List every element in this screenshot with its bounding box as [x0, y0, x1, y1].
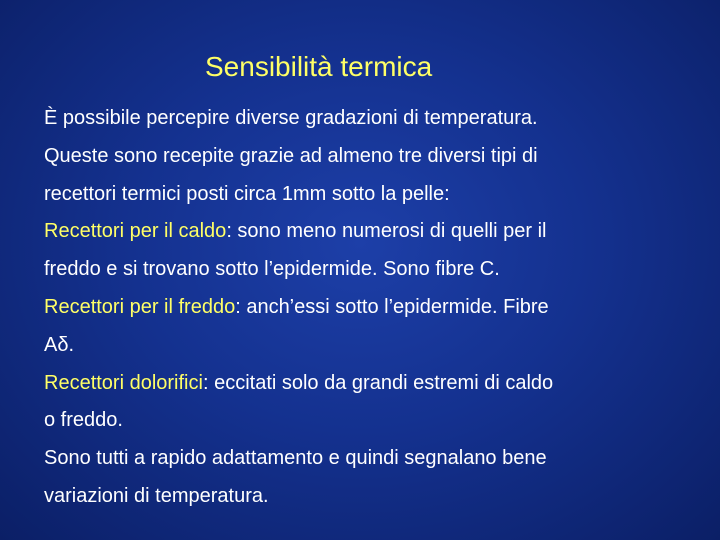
slide-body	[44, 100, 704, 516]
body-text: : eccitati solo da grandi estremi di caldo	[202, 371, 554, 394]
body-line	[44, 100, 704, 138]
body-text: Aδ.	[44, 333, 75, 356]
body-text: È possibile percepire diverse gradazioni di temperatura.	[44, 107, 538, 129]
body-line	[44, 440, 704, 478]
receptor-term-pain: Recettori dolorifici	[44, 371, 203, 394]
slide-title: Sensibilità termica	[205, 51, 433, 82]
receptor-term-cold: Recettori per il freddo	[44, 295, 236, 318]
body-text: Queste sono recepite grazie ad almeno tre diversi tipi di	[44, 144, 538, 167]
body-line	[44, 327, 704, 365]
body-text: : anch’essi sotto l’epidermide. Fibre	[235, 295, 549, 318]
body-line	[44, 289, 704, 327]
body-text: variazioni di temperatura.	[44, 484, 269, 507]
body-line	[44, 402, 704, 440]
body-line	[44, 213, 704, 251]
body-text: recettori termici posti circa 1mm sotto la pelle:	[44, 182, 450, 205]
body-text: freddo e si trovano sotto l’epidermide. Sono fibre C.	[44, 258, 500, 281]
body-line	[44, 478, 704, 516]
body-text: o freddo.	[44, 409, 123, 432]
body-text: Sono tutti a rapido adattamento e quindi segnalano bene	[44, 447, 547, 470]
body-line	[44, 138, 704, 176]
body-text: : sono meno numerosi di quelli per il	[226, 220, 547, 243]
body-line	[44, 365, 704, 403]
receptor-term-heat: Recettori per il caldo	[44, 220, 227, 243]
body-line	[44, 176, 704, 214]
body-line	[44, 251, 704, 289]
